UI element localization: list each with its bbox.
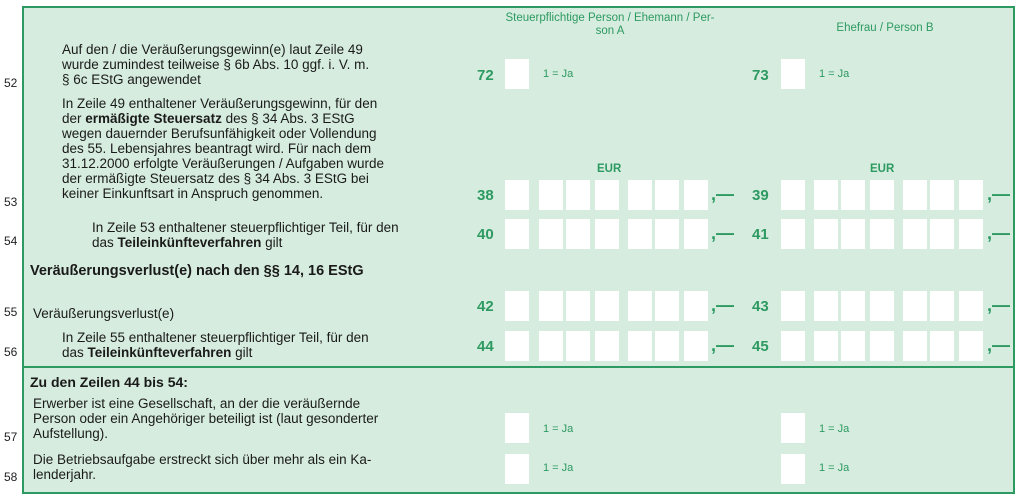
amount-cell-r56-b-6[interactable]: [959, 331, 983, 361]
amount-cell-r55-b-2[interactable]: [841, 291, 865, 321]
amount-cell-r54-a-3[interactable]: [595, 219, 619, 249]
amount-cell-r54-a-1[interactable]: [539, 219, 563, 249]
amount-cell-r54-b-2[interactable]: [841, 219, 865, 249]
row-58-text: Die Betriebsaufgabe erstreckt sich über mehr als ein Ka- lenderjahr.: [33, 452, 372, 482]
row-53-text: In Zeile 49 enthaltener Veräußerungsgewinn, für den der ermäßigte Steuersatz des § 34 Abs. 3 EStG wegen dauernder Berufsunfähigkeit oder Vollendung des 55. Lebensjahres beantragt wird. Für nach dem 31.12.2000 erfolgte Veräußerungen / Aufgaben wurde der ermäßigte Steuersatz des § 34 Abs. 3 EStG bei keiner Einkunftsart in Anspruch genommen.: [62, 96, 384, 201]
amount-cell-r53-b-4[interactable]: [903, 180, 927, 210]
amount-cell-r56-b-5[interactable]: [930, 331, 954, 361]
section-divider: [22, 366, 1015, 368]
amount-cell-r56-b-4[interactable]: [903, 331, 927, 361]
amount-cell-r54-a-2[interactable]: [566, 219, 590, 249]
amount-cell-r55-a-3[interactable]: [595, 291, 619, 321]
code-r54-a: 40: [477, 226, 494, 243]
amount-cell-r53-a-4[interactable]: [628, 180, 652, 210]
amount-suffix-r55-a: ,—: [711, 295, 735, 315]
amount-cell-r55-a-4[interactable]: [628, 291, 652, 321]
currency-label-a: EUR: [597, 163, 622, 175]
amount-cell-r54-a-6[interactable]: [684, 219, 708, 249]
amount-cell-r54-b-0[interactable]: [781, 219, 805, 249]
row-55-text: Veräußerungsverlust(e): [33, 306, 175, 321]
code-r55-a: 42: [477, 298, 494, 315]
amount-cell-r54-b-6[interactable]: [959, 219, 983, 249]
code-r55-b: 43: [752, 298, 769, 315]
section-title-losses: Veräußerungsverlust(e) nach den §§ 14, 16 EStG: [30, 263, 364, 279]
amount-cell-r56-a-4[interactable]: [628, 331, 652, 361]
code-r56-b: 45: [752, 338, 769, 355]
row-57-text: Erwerber ist eine Gesellschaft, an der die veräußernde Person oder ein Angehöriger beteiligt ist (laut gesonderter Aufstellung).: [33, 396, 379, 441]
checkbox-57-b[interactable]: [781, 413, 805, 443]
amount-suffix-r53-b: ,—: [987, 184, 1011, 204]
amount-cell-r53-b-1[interactable]: [814, 180, 838, 210]
amount-cell-r54-b-4[interactable]: [903, 219, 927, 249]
amount-cell-r56-a-0[interactable]: [505, 331, 529, 361]
row-number-54: 54: [4, 234, 18, 248]
amount-cell-r54-b-1[interactable]: [814, 219, 838, 249]
row-number-58: 58: [4, 470, 18, 484]
checkbox-58-b[interactable]: [781, 454, 805, 484]
amount-cell-r55-a-0[interactable]: [505, 291, 529, 321]
currency-label-b: EUR: [870, 163, 895, 175]
amount-cell-r56-b-0[interactable]: [781, 331, 805, 361]
amount-cell-r55-b-4[interactable]: [903, 291, 927, 321]
amount-cell-r56-b-1[interactable]: [814, 331, 838, 361]
column-header-person-a: Steuerpflichtige Person / Ehemann / Per- son A: [505, 12, 715, 37]
row-number-56: 56: [4, 345, 18, 359]
amount-cell-r53-a-6[interactable]: [684, 180, 708, 210]
code-73: 73: [752, 67, 769, 84]
option-label-58-a: 1 = Ja: [543, 462, 574, 474]
option-label-72: 1 = Ja: [543, 68, 574, 80]
amount-cell-r56-a-6[interactable]: [684, 331, 708, 361]
amount-cell-r55-b-3[interactable]: [870, 291, 894, 321]
code-r53-a: 38: [477, 187, 494, 204]
code-72: 72: [477, 67, 494, 84]
amount-cell-r55-a-2[interactable]: [566, 291, 590, 321]
amount-cell-r55-b-5[interactable]: [930, 291, 954, 321]
amount-cell-r53-a-3[interactable]: [595, 180, 619, 210]
amount-cell-r53-b-6[interactable]: [959, 180, 983, 210]
amount-suffix-r53-a: ,—: [711, 184, 735, 204]
amount-cell-r55-b-1[interactable]: [814, 291, 838, 321]
amount-cell-r53-b-5[interactable]: [930, 180, 954, 210]
row-number-55: 55: [4, 305, 18, 319]
row-number-53: 53: [4, 195, 18, 209]
row-number-57: 57: [4, 430, 18, 444]
amount-suffix-r56-a: ,—: [711, 335, 735, 355]
checkbox-58-a[interactable]: [505, 454, 529, 484]
row-number-52: 52: [4, 76, 18, 90]
amount-cell-r54-a-5[interactable]: [655, 219, 679, 249]
checkbox-73[interactable]: [781, 59, 805, 89]
amount-cell-r53-a-1[interactable]: [539, 180, 563, 210]
amount-cell-r54-a-0[interactable]: [505, 219, 529, 249]
amount-cell-r56-a-5[interactable]: [655, 331, 679, 361]
amount-cell-r54-a-4[interactable]: [628, 219, 652, 249]
section-title-lines-44-54: Zu den Zeilen 44 bis 54:: [30, 374, 188, 390]
amount-cell-r55-a-6[interactable]: [684, 291, 708, 321]
checkbox-72[interactable]: [505, 59, 529, 89]
amount-cell-r54-b-5[interactable]: [930, 219, 954, 249]
amount-cell-r56-a-3[interactable]: [595, 331, 619, 361]
amount-cell-r56-b-2[interactable]: [841, 331, 865, 361]
row-56-text: In Zeile 55 enthaltener steuerpflichtiger Teil, für den das Teileinkünfteverfahren gilt: [62, 330, 369, 360]
amount-cell-r54-b-3[interactable]: [870, 219, 894, 249]
amount-cell-r55-a-1[interactable]: [539, 291, 563, 321]
amount-cell-r55-a-5[interactable]: [655, 291, 679, 321]
amount-cell-r56-a-1[interactable]: [539, 331, 563, 361]
code-r56-a: 44: [477, 338, 494, 355]
code-r54-b: 41: [752, 226, 769, 243]
row-54-text: In Zeile 53 enthaltener steuerpflichtiger Teil, für den das Teileinkünfteverfahren gilt: [92, 220, 399, 250]
option-label-58-b: 1 = Ja: [819, 462, 850, 474]
amount-cell-r55-b-0[interactable]: [781, 291, 805, 321]
amount-cell-r56-b-3[interactable]: [870, 331, 894, 361]
option-label-57-b: 1 = Ja: [819, 423, 850, 435]
option-label-57-a: 1 = Ja: [543, 423, 574, 435]
code-r53-b: 39: [752, 187, 769, 204]
amount-suffix-r56-b: ,—: [987, 335, 1011, 355]
column-header-person-b: Ehefrau / Person B: [836, 22, 934, 34]
amount-cell-r53-b-0[interactable]: [781, 180, 805, 210]
row-52-text: Auf den / die Veräußerungsgewinn(e) laut Zeile 49 wurde zumindest teilweise § 6b Abs. 10 ggf. i. V. m. § 6c EStG angewendet: [62, 42, 370, 87]
amount-suffix-r54-b: ,—: [987, 223, 1011, 243]
amount-cell-r53-a-2[interactable]: [566, 180, 590, 210]
checkbox-57-a[interactable]: [505, 413, 529, 443]
amount-cell-r56-a-2[interactable]: [566, 331, 590, 361]
amount-cell-r53-b-2[interactable]: [841, 180, 865, 210]
amount-cell-r53-a-0[interactable]: [505, 180, 529, 210]
amount-cell-r53-b-3[interactable]: [870, 180, 894, 210]
amount-suffix-r55-b: ,—: [987, 295, 1011, 315]
amount-suffix-r54-a: ,—: [711, 223, 735, 243]
amount-cell-r53-a-5[interactable]: [655, 180, 679, 210]
option-label-73: 1 = Ja: [819, 68, 850, 80]
amount-cell-r55-b-6[interactable]: [959, 291, 983, 321]
